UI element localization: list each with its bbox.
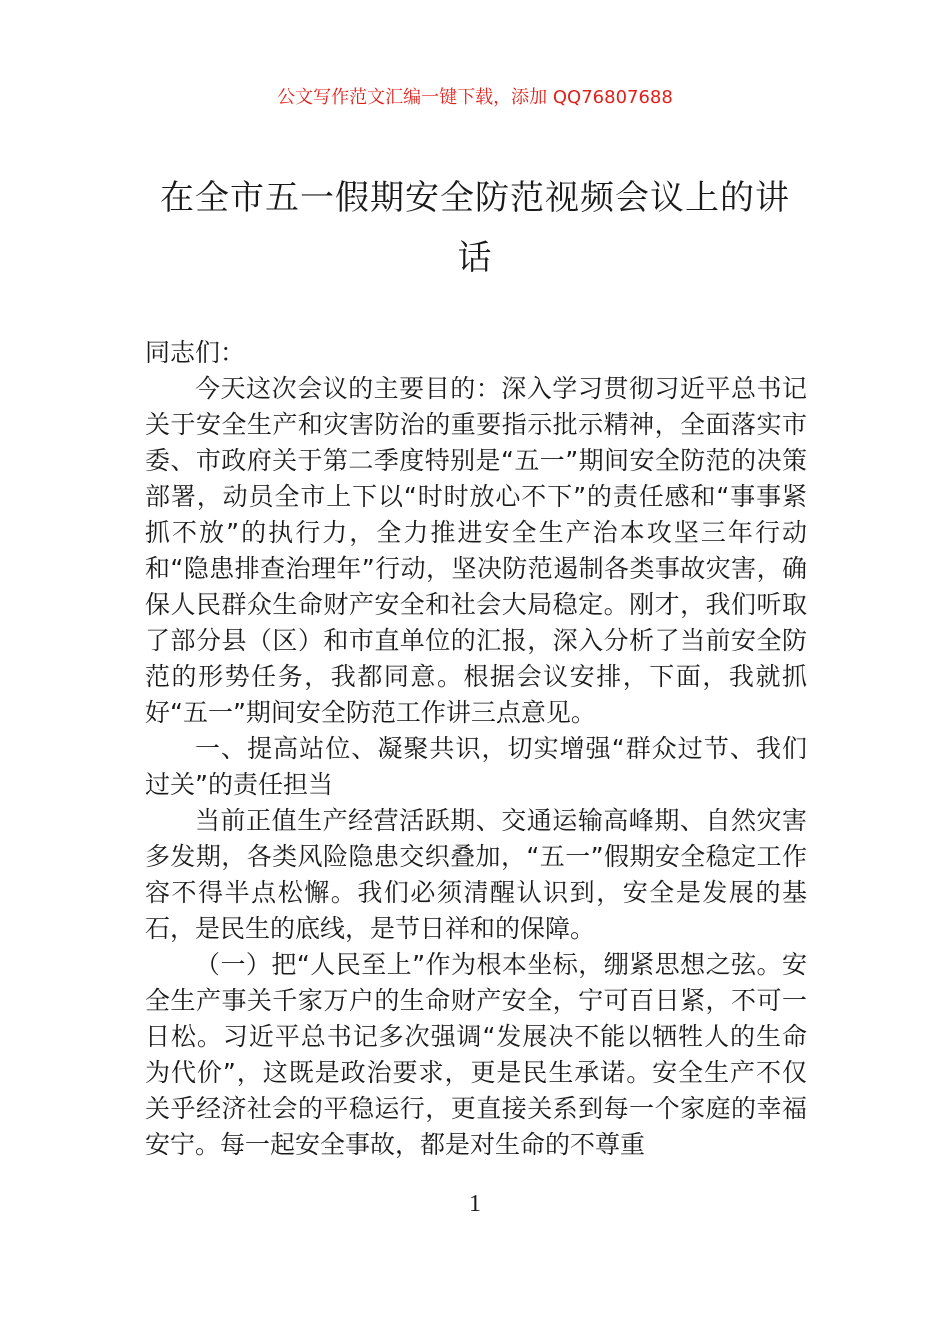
page-number: 1 bbox=[469, 1191, 481, 1217]
salutation: 同志们： bbox=[145, 338, 246, 367]
paragraph-section-1: 当前正值生产经营活跃期、交通运输高峰期、自然灾害多发期，各类风险隐患交织叠加，“五一”假期安全稳定工作容不得半点松懈。我们必须清醒认识到，安全是发展的基石，是民生的底线，是节日祥和的保障。 bbox=[145, 806, 807, 943]
document-body bbox=[145, 335, 807, 1163]
paragraph-subsection-1: （一）把“人民至上”作为根本坐标，绷紧思想之弦。安全生产事关千家万户的生命财产安全，宁可百日紧，不可一日松。习近平总书记多次强调“发展决不能以牺牲人的生命为代价”，这既是政治要求，更是民生承诺。安全生产不仅关乎经济社会的平稳运行，更直接关系到每一个家庭的幸福安宁。每一起安全事故，都是对生命的不尊重 bbox=[145, 950, 807, 1159]
header-download-note: 公文写作范文汇编一键下载，添加 QQ76807688 bbox=[277, 87, 673, 108]
paragraph-intro: 今天这次会议的主要目的：深入学习贯彻习近平总书记关于安全生产和灾害防治的重要指示批示精神，全面落实市委、市政府关于第二季度特别是“五一”期间安全防范的决策部署，动员全市上下以“时时放心不下”的责任感和“事事紧抓不放”的执行力，全力推进安全生产治本攻坚三年行动和“隐患排查治理年”行动，坚决防范遏制各类事故灾害，确保人民群众生命财产安全和社会大局稳定。刚才，我们听取了部分县（区）和市直单位的汇报，深入分析了当前安全防范的形势任务，我都同意。根据会议安排，下面，我就抓好“五一”期间安全防范工作讲三点意见。 bbox=[145, 374, 807, 727]
document-title: 在全市五一假期安全防范视频会议上的讲话 bbox=[160, 178, 790, 278]
section-heading-1: 一、提高站位、凝聚共识，切实增强“群众过节、我们过关”的责任担当 bbox=[145, 734, 807, 799]
